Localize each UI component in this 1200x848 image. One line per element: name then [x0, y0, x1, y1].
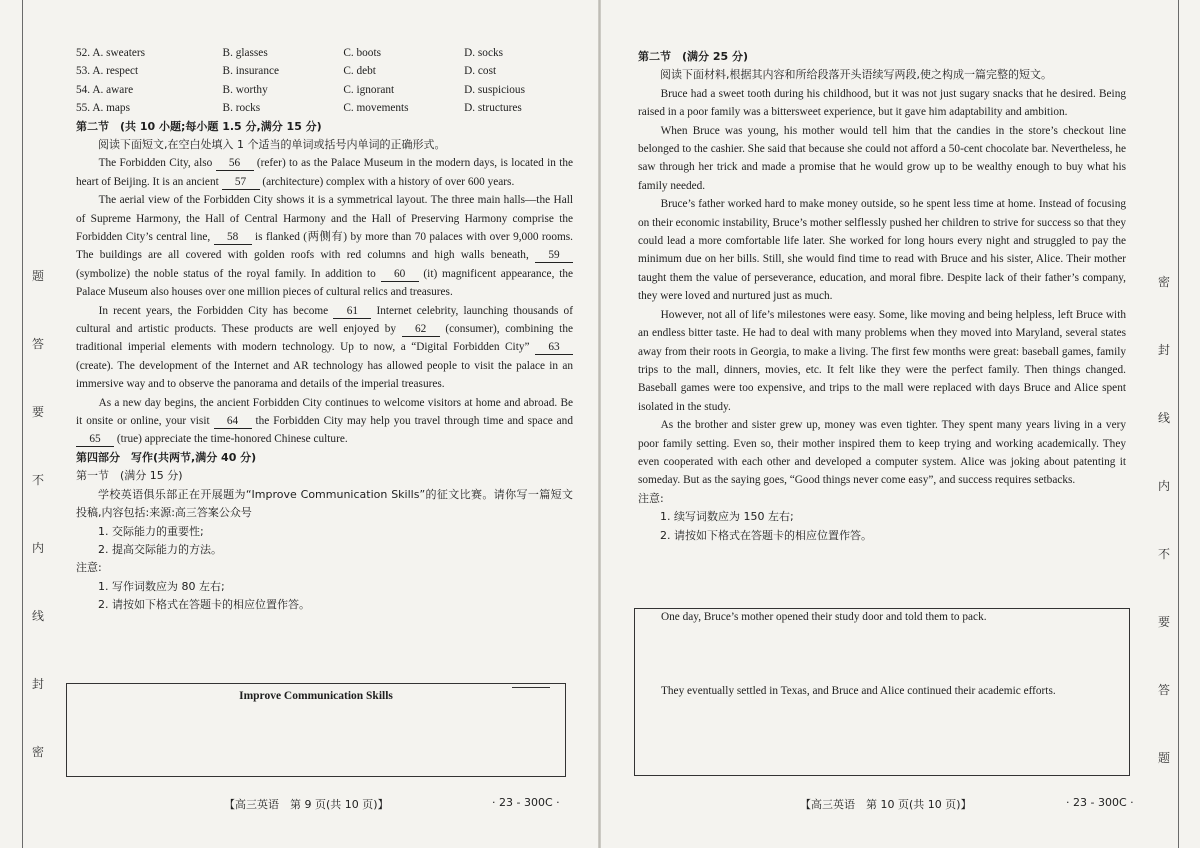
passage-paragraph-3: In recent years, the Forbidden City has become 61 Internet celebrity, launching thousands of cultural and artistic products. These products are well enjoyed by 62 (consumer), combining the traditional imperial elements with modern technology. Up to now, a “Digital Forbidden City” 63 (create). The development of the Internet and AR technology has allowed people to visit the palace in an immersive way and to observe the panorama and details of the imperial treasures. — [76, 304, 573, 391]
blank-64: 64 — [214, 414, 252, 429]
right-content — [638, 48, 1126, 545]
option-row-53 — [76, 62, 573, 80]
seal-char: 封 — [31, 677, 44, 691]
blank-61: 61 — [333, 304, 371, 319]
essay-answer-box — [66, 683, 566, 777]
blank-60: 60 — [381, 267, 419, 282]
seal-char: 要 — [1157, 615, 1170, 629]
story-paragraph-4: However, not all of life’s milestones were easy. Some, like moving and being helpless, left Bruce with an endless bitter taste. He had to deal with many problems when they moved into Maryland, several states away from their roots in Georgia, to make a living. The first few months were great: baseball games, family trips to the mall, dinners, movies, etc. It felt like they were the perfect family. Then things changed. Baseball games were too expensive, and trips to the mall were replaced with days Bruce and Alice spent isolated in the study. — [638, 308, 1126, 413]
option-c: C. ignorant — [343, 83, 395, 96]
seal-char: 答 — [1157, 683, 1170, 697]
blank-58: 58 — [214, 230, 252, 245]
essay-title: Improve Communication Skills — [239, 690, 393, 702]
blank-63: 63 — [535, 340, 573, 355]
option-a: 52. A. sweaters — [76, 47, 146, 59]
option-b: B. rocks — [222, 102, 261, 115]
option-c: C. debt — [343, 65, 376, 78]
writing-point-1: 1. 交际能力的重要性; — [98, 524, 204, 538]
option-b: B. glasses — [222, 47, 268, 59]
story-paragraph-1: Bruce had a sweet tooth during his childhood, but it was not just sugary snacks that he desired. Being raised in a poor family was a bittersweet experience, but it gave him adaptability and ambition. — [638, 87, 1126, 119]
option-c: C. boots — [343, 47, 381, 59]
continuation-answer-box — [634, 608, 1130, 776]
continuation-instructions: 阅读下面材料,根据其内容和所给段落开头语续写两段,使之构成一篇完整的短文。 — [660, 68, 1052, 82]
note-2: 2. 请按如下格式在答题卡的相应位置作答。 — [98, 598, 310, 612]
seal-char: 题 — [1157, 751, 1170, 765]
binding-line-left — [22, 0, 23, 848]
option-row-52 — [76, 44, 573, 62]
seal-label-left — [30, 270, 46, 814]
seal-char: 内 — [31, 541, 44, 555]
blank-59: 59 — [535, 248, 573, 263]
blank-62: 62 — [402, 322, 440, 337]
footer-code: · 23 - 300C · — [492, 796, 560, 809]
seal-char: 密 — [1157, 275, 1170, 289]
story-paragraph-2: When Bruce was young, his mother would tell him that the candies in the store’s checkout line belonged to the cashier. She said that because she could not afford a 50-cent chocolate bar. Nevertheless, he saw through her trick and made a promise that he would grow up to be wealthy enough to buy what his family needed. — [638, 124, 1126, 192]
footer-page-title: 【高三英语 第 10 页(共 10 页)】 — [800, 798, 972, 811]
right-page — [600, 0, 1200, 848]
passage-paragraph-4: As a new day begins, the ancient Forbidden City continues to welcome visitors at home and abroad. Be it onsite or online, your visit 64 the Forbidden City may help you travel through time and space and 65 (true) appreciate the time-honored Chinese culture. — [76, 396, 573, 446]
continuation-heading: 第二节 (满分 25 分) — [638, 50, 749, 63]
seal-char: 要 — [31, 405, 44, 419]
passage-paragraph-2: The aerial view of the Forbidden City shows it is a symmetrical layout. The three main halls—the Hall of Supreme Harmony, the Hall of Central Harmony and the Hall of Preserving Harmony comprise the Forbidden City’s central line, 58 is flanked (两侧有) by more than 70 palaces with over 9,000 rooms. The buildings are all covered with golden roofs with red columns and high walls beneath, 59 (symbolize) the noble status of the royal family. In addition to 60 (it) magnificent appearance, the Palace Museum also houses over one million pieces of cultural relics and treasures. — [76, 194, 573, 299]
seal-char: 封 — [1157, 343, 1170, 357]
option-d: D. socks — [464, 47, 504, 59]
left-content — [76, 44, 573, 615]
paragraph-starter-2: They eventually settled in Texas, and Bruce and Alice continued their academic efforts. — [661, 685, 1056, 697]
option-d: D. cost — [464, 65, 497, 78]
seal-label-right — [1156, 276, 1172, 820]
seal-char: 密 — [31, 745, 44, 759]
seal-char: 线 — [31, 609, 44, 623]
option-a: 54. A. aware — [76, 83, 134, 96]
blank-65: 65 — [76, 432, 114, 447]
binding-line-right — [1178, 0, 1179, 848]
passage-paragraph-1: The Forbidden City, also 56 (refer) to as the Palace Museum in the modern days, is located in the heart of Beijing. It is an ancient 57 (architecture) complex with a history of over 600 years. — [76, 157, 573, 188]
section2-heading: 第二节 (共 10 小题;每小题 1.5 分,满分 15 分) — [76, 119, 322, 133]
seal-char: 答 — [31, 337, 44, 351]
seal-char: 不 — [1157, 547, 1170, 561]
paragraph-starter-1: One day, Bruce’s mother opened their study door and told them to pack. — [661, 611, 987, 623]
section2-instructions: 阅读下面短文,在空白处填入 1 个适当的单词或括号内单词的正确形式。 — [98, 137, 446, 151]
option-d: D. structures — [464, 102, 522, 115]
story-paragraph-3: Bruce’s father worked hard to make money outside, so he spent less time at home. Instead of focusing on their economic instability, Bruce’s mother selflessly pushed her children to strive for success so that they could lead a more comfortable life later. She worked for long hours every night and struggled to pay the minimum due on her bills. Still, she would find time to read with Bruce and his sister, Alice. Their mother taught them the value of perseverance, education, and moral fibre. Despite lack of their father’s company, they were loved and nurtured just as much. — [638, 198, 1126, 303]
note-2: 2. 请按如下格式在答题卡的相应位置作答。 — [660, 528, 872, 542]
blank-57: 57 — [222, 175, 260, 190]
part4-heading: 第四部分 写作(共两节,满分 40 分) — [76, 450, 257, 464]
option-row-55 — [76, 99, 573, 117]
option-d: D. suspicious — [464, 83, 525, 96]
seal-char: 题 — [31, 269, 44, 283]
option-b: B. worthy — [222, 83, 268, 96]
option-c: C. movements — [343, 102, 409, 115]
option-a: 53. A. respect — [76, 65, 139, 78]
option-a: 55. A. maps — [76, 102, 130, 115]
writing-section1-instructions: 学校英语俱乐部正在开展题为“Improve Communication Skills”的征文比赛。请你写一篇短文投稿,内容包括:来源:高三答案公众号 — [76, 487, 573, 520]
seal-char: 内 — [1157, 479, 1170, 493]
footer-page-title: 【高三英语 第 9 页(共 10 页)】 — [224, 798, 389, 811]
seal-char: 不 — [31, 473, 44, 487]
option-b: B. insurance — [222, 65, 279, 78]
writing-point-2: 2. 提高交际能力的方法。 — [98, 542, 222, 556]
writing-section1-heading: 第一节 (满分 15 分) — [76, 469, 183, 483]
note-label: 注意: — [638, 491, 664, 505]
note-label: 注意: — [76, 561, 102, 575]
option-row-54 — [76, 81, 573, 99]
blank-56: 56 — [216, 156, 254, 171]
seal-char: 线 — [1157, 411, 1170, 425]
note-1: 1. 续写词数应为 150 左右; — [660, 510, 794, 524]
footer-code: · 23 - 300C · — [1066, 796, 1134, 809]
story-paragraph-5: As the brother and sister grew up, money was even tighter. They spent many years living in a very poor family setting. Even so, their mother inspired them to keep trying and working academically. They even cooperated with each other and developed a computer system. Alice was joking about patenting it someday. But as the saying goes, “Good things never come easy”, and success requires setbacks. — [638, 419, 1126, 487]
note-1: 1. 写作词数应为 80 左右; — [98, 579, 225, 593]
